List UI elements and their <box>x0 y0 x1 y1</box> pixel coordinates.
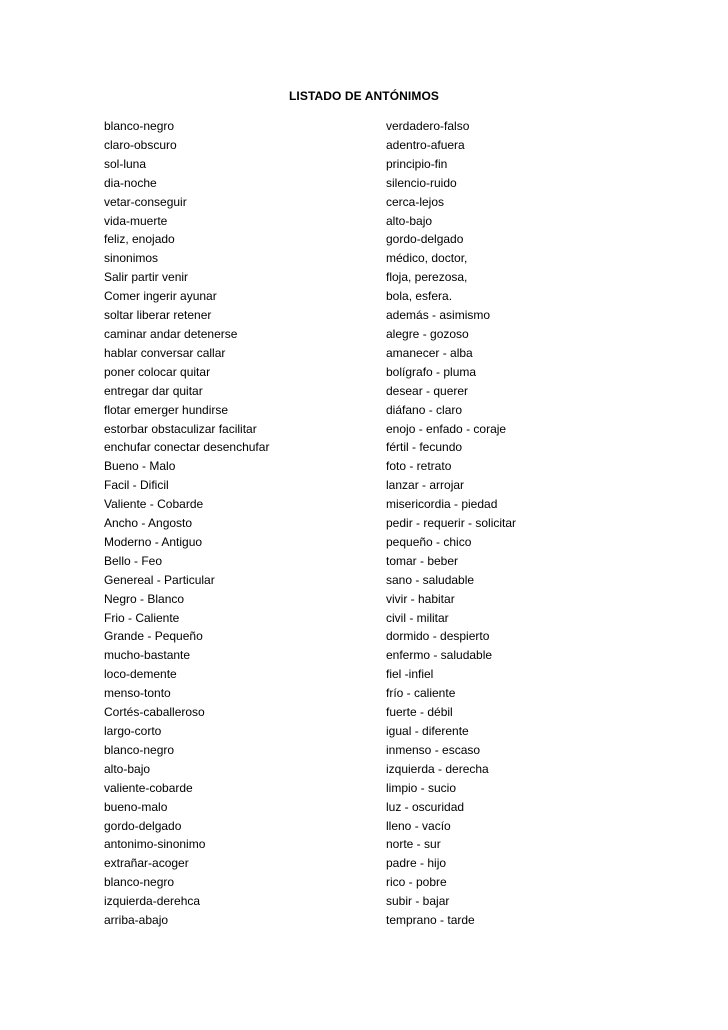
list-item: temprano - tarde <box>386 913 475 928</box>
list-item: Bello - Feo <box>104 553 163 568</box>
list-item: Bueno - Malo <box>104 459 176 474</box>
list-item: claro-obscuro <box>104 137 177 152</box>
list-item: frío - caliente <box>386 686 456 701</box>
list-item: antonimo-sinonimo <box>104 837 206 852</box>
left-word-column <box>104 117 269 930</box>
list-item: flotar emerger hundirse <box>104 402 229 417</box>
list-item: izquierda-derehca <box>104 894 201 909</box>
list-item: entregar dar quitar <box>104 383 203 398</box>
list-item: hablar conversar callar <box>104 345 226 360</box>
list-item: Comer ingerir ayunar <box>104 289 217 304</box>
list-item: vetar-conseguir <box>104 194 187 209</box>
list-item: enfermo - saludable <box>386 648 493 663</box>
list-item: médico, doctor, <box>386 251 468 266</box>
list-item: Frio - Caliente <box>104 610 180 625</box>
list-item: feliz, enojado <box>104 232 175 247</box>
list-item: izquierda - derecha <box>386 761 489 776</box>
list-item: adentro-afuera <box>386 137 465 152</box>
list-item: sinonimos <box>104 251 159 266</box>
list-item: desear - querer <box>386 383 469 398</box>
list-item: vida-muerte <box>104 213 168 228</box>
list-item: menso-tonto <box>104 686 171 701</box>
list-item: Grande - Pequeño <box>104 629 203 644</box>
page-title: LISTADO DE ANTÓNIMOS <box>289 89 439 103</box>
list-item: subir - bajar <box>386 894 450 909</box>
list-item: luz - oscuridad <box>386 799 465 814</box>
list-item: padre - hijo <box>386 856 447 871</box>
list-item: largo-corto <box>104 724 162 738</box>
list-item: caminar andar detenerse <box>104 326 238 341</box>
list-item: dia-noche <box>104 175 157 190</box>
list-item: blanco-negro <box>104 119 175 133</box>
list-item: estorbar obstaculizar facilitar <box>104 421 257 436</box>
list-item: extrañar-acoger <box>104 856 189 871</box>
list-item: Facil - Dificil <box>104 478 169 493</box>
list-item: gordo-delgado <box>386 232 464 247</box>
list-item: bola, esfera. <box>386 289 453 304</box>
list-item: fuerte - débil <box>386 705 453 720</box>
list-item: limpio - sucio <box>386 780 457 795</box>
list-item: Moderno - Antiguo <box>104 534 203 549</box>
list-item: gordo-delgado <box>104 818 182 833</box>
list-item: Valiente - Cobarde <box>104 497 204 512</box>
list-item: Negro - Blanco <box>104 591 185 606</box>
list-item: diáfano - claro <box>386 402 463 417</box>
list-item: lanzar - arrojar <box>386 478 465 493</box>
list-item: inmenso - escaso <box>386 742 481 757</box>
list-item: norte - sur <box>386 837 441 852</box>
list-item: rico - pobre <box>386 875 447 890</box>
list-item: además - asimismo <box>386 308 491 323</box>
list-item: sano - saludable <box>386 572 475 587</box>
list-item: bueno-malo <box>104 799 168 814</box>
list-item: alegre - gozoso <box>386 326 469 341</box>
list-item: pedir - requerir - solicitar <box>386 516 517 531</box>
list-item: Salir partir venir <box>104 270 189 285</box>
list-item: verdadero-falso <box>386 119 470 133</box>
list-item: misericordia - piedad <box>386 497 498 512</box>
list-item: sol-luna <box>104 156 147 171</box>
list-item: enojo - enfado - coraje <box>386 421 507 436</box>
list-item: blanco-negro <box>104 875 175 890</box>
list-item: tomar - beber <box>386 553 459 568</box>
list-item: mucho-bastante <box>104 648 191 663</box>
list-item: soltar liberar retener <box>104 308 212 323</box>
list-item: foto - retrato <box>386 459 452 474</box>
list-item: Genereal - Particular <box>104 572 215 587</box>
right-word-column <box>386 117 516 930</box>
list-item: igual - diferente <box>386 724 469 738</box>
list-item: vivir - habitar <box>386 591 455 606</box>
list-item: lleno - vacío <box>386 818 451 833</box>
list-item: poner colocar quitar <box>104 364 211 379</box>
list-item: civil - militar <box>386 610 449 625</box>
list-item: loco-demente <box>104 667 177 682</box>
list-item: Cortés-caballeroso <box>104 705 205 720</box>
list-item: bolígrafo - pluma <box>386 364 477 379</box>
list-item: valiente-cobarde <box>104 780 193 795</box>
list-item: pequeño - chico <box>386 534 472 549</box>
list-item: alto-bajo <box>104 761 151 776</box>
list-item: Ancho - Angosto <box>104 516 193 531</box>
list-item: amanecer - alba <box>386 345 473 360</box>
list-item: fiel -infiel <box>386 667 434 682</box>
list-item: blanco-negro <box>104 742 175 757</box>
list-item: silencio-ruido <box>386 175 457 190</box>
list-item: enchufar conectar desenchufar <box>104 440 270 455</box>
list-item: alto-bajo <box>386 213 433 228</box>
list-item: cerca-lejos <box>386 194 445 209</box>
list-item: dormido - despierto <box>386 629 490 644</box>
list-item: floja, perezosa, <box>386 270 468 285</box>
list-item: principio-fin <box>386 156 448 171</box>
list-item: fértil - fecundo <box>386 440 463 455</box>
list-item: arriba-abajo <box>104 913 169 928</box>
